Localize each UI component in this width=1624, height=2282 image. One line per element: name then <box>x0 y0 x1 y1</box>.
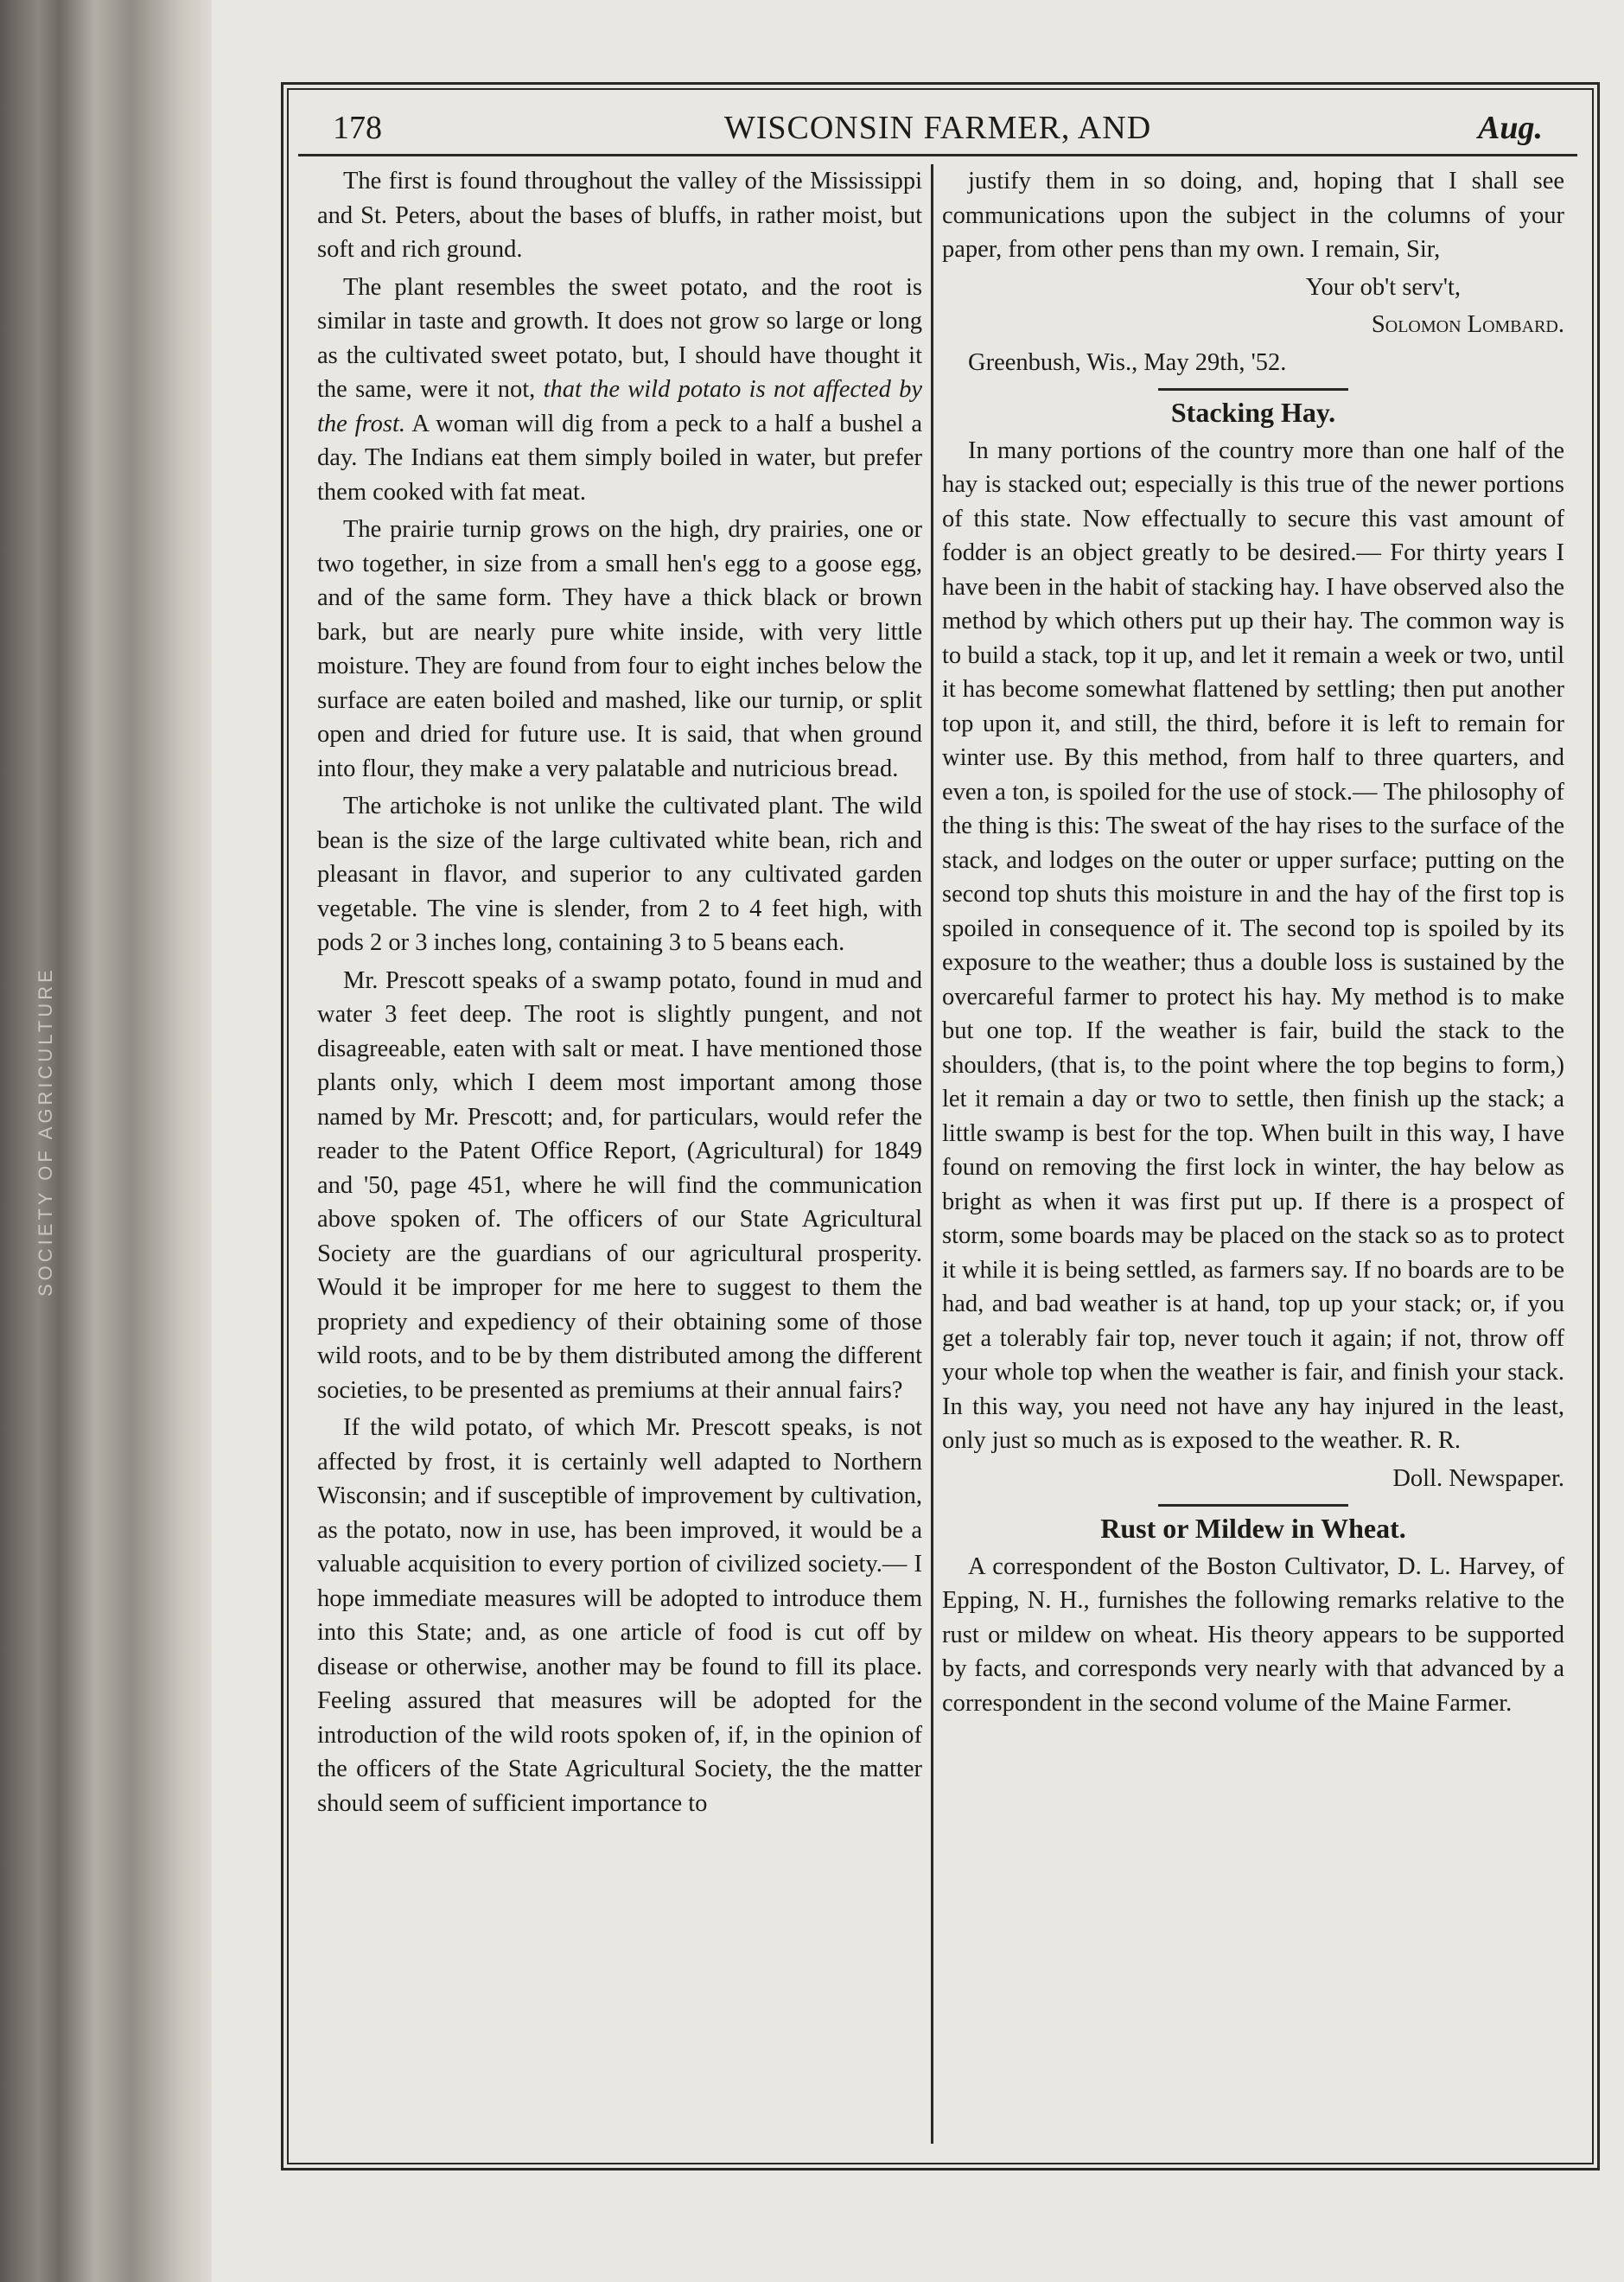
right-column <box>942 164 1564 2144</box>
book-binding <box>0 0 212 2282</box>
text-run: A woman will dig from a peck to a half a bushel a day. The Indians eat them simply boiled in water, but prefer them cooked with fat meat. <box>317 410 922 506</box>
paragraph: If the wild potato, of which Mr. Prescott speaks, is not affected by frost, it is certainly well adapted to Northern Wisconsin; and if susceptible of improvement by cultivation, as the potato, now in use, has been improved, it would be a valuable acquisition to every portion of civilized society.— I hope immediate measures will be adopted to introduce them into this State; and, as one article of food is cut off by disease or otherwise, another may be found to fill its place. Feeling assured that measures will be adopted for the introduction of the wild roots spoken of, if, in the opinion of the officers of the State Agricultural Society, the the matter should seem of sufficient importance to <box>317 1414 922 1817</box>
paragraph: Mr. Prescott speaks of a swamp potato, found in mud and water 3 feet deep. The root is slightly pungent, and not disagreeable, eaten with salt or meat. I have mentioned those plants only, which I deem most important among those named by Mr. Prescott; and, for particulars, would refer the reader to the Patent Office Report, (Agricultural) for 1849 and '50, page 451, where he will find the communication above spoken of. The officers of our State Agricultural Society are the guardians of our agricultural prosperity. Would it be improper for me here to suggest to them the propriety and expediency of their obtaining some of those wild roots, and to be by them distributed among the different societies, to be presented as premiums at their annual fairs? <box>317 966 922 1404</box>
paragraph: The artichoke is not unlike the cultivated plant. The wild bean is the size of the large cultivated white bean, rich and pleasant in flavor, and superior to any cultivated garden vegetable. The vine is slender, from 2 to 4 feet high, with pods 2 or 3 inches long, containing 3 to 5 beans each. <box>317 793 922 956</box>
article-title: Stacking Hay. <box>1170 397 1336 428</box>
letter-continuation: justify them in so doing, and, hoping that I shall see communications upon the subject in the columns of your paper, from other pens than my own. I remain, Sir, <box>942 168 1564 263</box>
italic-text: that the wild potato is not affected by the frost. <box>317 376 922 437</box>
newspaper-page <box>212 0 1624 2282</box>
section-rule <box>1158 388 1348 391</box>
article-title: Rust or Mildew in Wheat. <box>1100 1513 1406 1544</box>
page-number: 178 <box>333 110 382 146</box>
text-run: The plant resembles the sweet potato, and the root is similar in taste and growth. It does not grow so large or long as the cultivated sweet potato, but, I should have thought it the same, were it not, <box>317 273 922 403</box>
issue-month: Aug. <box>1478 110 1543 146</box>
article-body: A correspondent of the Boston Cultivator, D. L. Harvey, of Epping, N. H., furnishes the following remarks relative to the rust or mildew on wheat. His theory appears to be supported by facts, and corresponds very nearly with that advanced by a correspondent in the second volume of the Maine Farmer. <box>942 1552 1564 1717</box>
spine-label: SOCIETY OF AGRICULTURE <box>35 966 56 1297</box>
paragraph <box>317 271 922 510</box>
section-rule <box>1158 1504 1348 1507</box>
column-divider <box>931 164 933 2144</box>
paragraph: The first is found throughout the valley of the Mississippi and St. Peters, about the bases of bluffs, in rather moist, but soft and rich ground. <box>317 168 922 263</box>
letter-dateline: Greenbush, Wis., May 29th, '52. <box>968 348 1287 376</box>
paragraph: The prairie turnip grows on the high, dry prairies, one or two together, in size from a small hen's egg to a goose egg, and of the same form. They have a thick black or brown bark, but are nearly pure white inside, with very little moisture. They are found from four to eight inches below the surface are eaten boiled and mashed, like our turnip, or split open and dried for future use. It is said, that when ground into flour, they make a very palatable and nutricious bread. <box>317 516 922 782</box>
page-header <box>298 102 1577 156</box>
letter-signature: Solomon Lombard. <box>1371 311 1564 338</box>
journal-title: WISCONSIN FARMER, AND <box>723 110 1152 146</box>
letter-closing: Your ob't serv't, <box>1305 273 1461 301</box>
article-source: Doll. Newspaper. <box>1392 1464 1564 1492</box>
article-body: In many portions of the country more than one half of the hay is stacked out; especially is this true of the newer portions of this state. Now effectually to secure this vast amount of fodder is an object greatly to be desired.— For thirty years I have been in the habit of stacking hay. I have observed also the method by which others put up their hay. The common way is to build a stack, top it up, and let it remain a week or two, until it has become somewhat flattened by settling; then put another top upon it, and still, the third, before it is left to remain for winter use. By this method, from half to three quarters, and even a ton, is spoiled for the use of stock.— The philosophy of the thing is this: The sweat of the hay rises to the surface of the stack, and lodges on the outer or upper surface; putting on the second top shuts this moisture in and the hay of the first top is spoiled in consequence of it. The second top is spoiled by its exposure to the weather; thus a double loss is sustained by the overcareful farmer to protect his hay. My method is to make but one top. If the weather is fair, build the stack to the shoulders, (that is, to the point where the top begins to form,) let it remain a day or two to settle, then finish up the stack; a little swamp is best for the top. When built in this way, I have found on removing the first lock in winter, the hay below as bright as when it was first put up. If there is a prospect of storm, some boards may be placed on the stack so as to protect it while it is being settled, as farmers say. If no boards are to be had, and bad weather is at hand, top up your stack; or, if you get a tolerably fair top, never touch it again; if not, throw off your whole top when the weather is fair, and finish your stack. In this way, you need not have any hay injured in the least, only just so much as is exposed to the weather. R. R. <box>942 437 1564 1454</box>
left-column <box>317 164 922 2144</box>
